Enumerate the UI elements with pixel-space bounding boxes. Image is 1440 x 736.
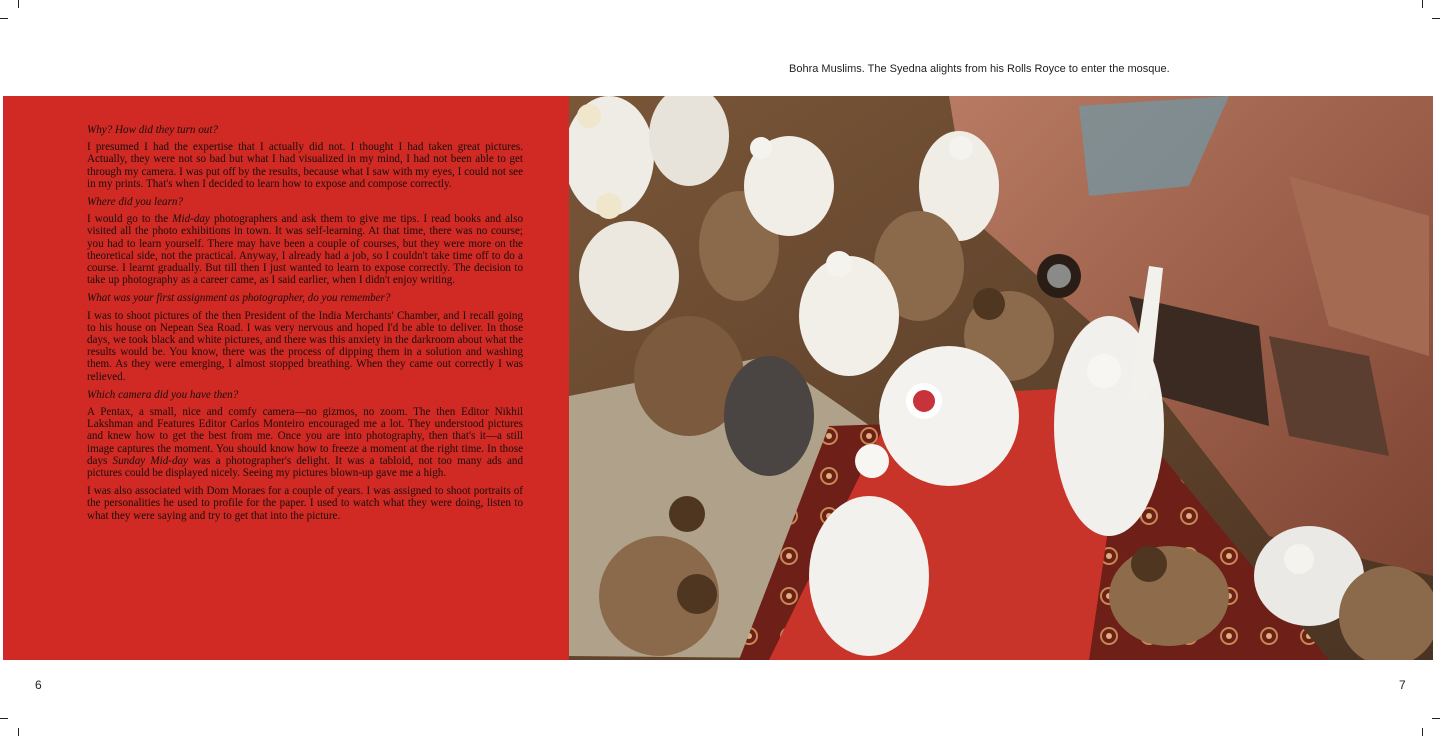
interview-panel xyxy=(3,96,569,660)
crop-mark xyxy=(1432,18,1440,19)
page-number-left: 6 xyxy=(35,678,42,692)
answer: I was also associated with Dom Moraes for a couple of years. I was assigned to shoot portraits of the personalities he used to profile for the paper. I used to watch what they were doing, listen to what they were saying and try to get that into the picture. xyxy=(87,485,523,522)
question: Where did you learn? xyxy=(87,196,184,209)
crowd-photograph xyxy=(569,96,1433,660)
answer: I was to shoot pictures of the then President of the India Merchants' Chamber, and I recall going to his house on Nepean Sea Road. I was very nervous and hoped I'd be able to deliver. In those days, we took black and white pictures, and there was this anxiety in the darkroom about what the results would be. You know, there was the process of dipping them in a solution and washing them. As they were emerging, I almost stopped breathing. When they came out correctly I was relieved. xyxy=(87,309,523,383)
page-number-right: 7 xyxy=(1399,678,1406,692)
photo-caption: Bohra Muslims. The Syedna alights from his Rolls Royce to enter the mosque. xyxy=(789,63,1170,75)
crop-mark xyxy=(1422,0,1423,8)
crop-mark xyxy=(1432,718,1440,719)
crop-mark xyxy=(18,0,19,8)
question: Why? How did they turn out? xyxy=(87,124,218,136)
question: Which camera did you have then? xyxy=(87,388,239,401)
interview-text xyxy=(87,124,523,528)
answer: A Pentax, a small, nice and comfy camera—no gizmos, no zoom. The then Editor Nikhil Lakshman and Features Editor Carlos Monteiro encouraged me a lot. They understood pictures and knew how to get the best from me. Once you are into photography, then that's it—a still image captures the moment. You should know how to freeze a moment at the right time. In those days Sunday Mid-day was a photographer's delight. It was a tabloid, not too many ads and pictures could be displayed nicely. Seeing my pictures blown-up gave me a high. xyxy=(87,406,524,480)
question: What was your first assignment as photographer, do you remember? xyxy=(87,292,391,305)
crop-mark xyxy=(0,18,8,19)
crop-mark xyxy=(0,718,8,719)
answer: I would go to the Mid-day photographers and ask them to give me tips. I read books and also visited all the photo exhibitions in town. It was self-learning. At that time, there was no course; you had to learn yourself. There may have been a couple of courses, but they were more on the theoretical side, not the practical. Anyway, I already had a job, so I couldn't take time off to do a course. I learnt gradually. But till then I just wanted to learn to expose correctly. The decision to take up photography as a career came, as I said earlier, when I didn't enjoy writing. xyxy=(87,213,523,287)
answer: I presumed I had the expertise that I actually did not. I thought I had taken great pictures. Actually, they were not so bad but what I had visualized in my mind, I had not been able to get through my camera. I was put off by the results, because what I saw with my eyes, I could not see in my prints. That's when I decided to learn how to expose and compose correctly. xyxy=(87,141,523,190)
crop-mark xyxy=(1422,728,1423,736)
crop-mark xyxy=(18,728,19,736)
